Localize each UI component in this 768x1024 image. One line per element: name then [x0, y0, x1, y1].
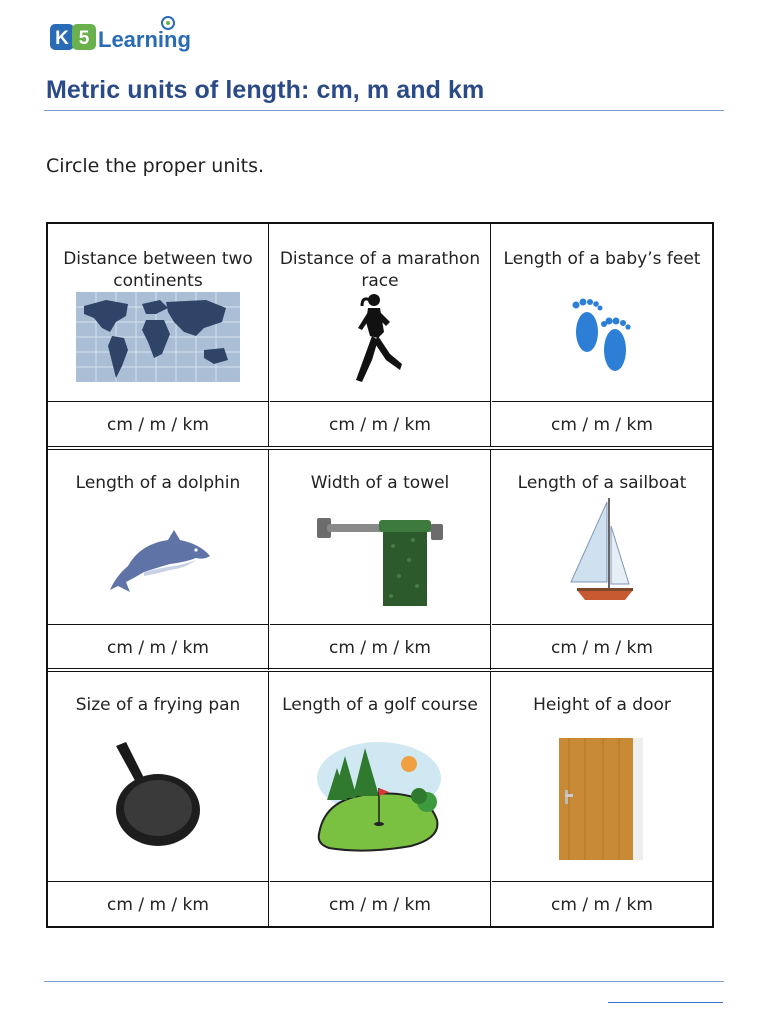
- grid-row: [48, 224, 712, 447]
- cell-label: Length of a golf course: [282, 695, 478, 715]
- unit-choices[interactable]: cm / m / km: [270, 881, 490, 927]
- unit-choices[interactable]: cm / m / km: [48, 624, 268, 670]
- dolphin-icon: [48, 516, 268, 594]
- unit-choices[interactable]: cm / m / km: [492, 401, 712, 447]
- unit-choices[interactable]: cm / m / km: [492, 624, 712, 670]
- grid-cell: [270, 672, 491, 927]
- cell-label: Length of a sailboat: [517, 473, 687, 493]
- grid-row: [48, 449, 712, 670]
- runner-icon: [270, 292, 490, 388]
- grid-cell: [48, 672, 269, 927]
- unit-choices[interactable]: cm / m / km: [270, 401, 490, 447]
- cell-label: Length of a baby’s feet: [503, 249, 701, 269]
- grid-cell: [492, 224, 712, 447]
- towel-icon: [270, 516, 490, 610]
- sailboat-icon: [492, 496, 712, 606]
- frying-pan-icon: [48, 740, 268, 850]
- footer-rule: [44, 981, 724, 982]
- cell-label: Height of a door: [533, 695, 671, 715]
- grid-cell: [48, 450, 269, 670]
- header-rule: [44, 110, 724, 111]
- instructions: Circle the proper units.: [46, 155, 265, 177]
- grid-cell: [48, 224, 269, 447]
- world-map-icon: [48, 292, 268, 382]
- grid-row: [48, 671, 712, 927]
- footer-link-underline[interactable]: [608, 1002, 723, 1003]
- grid-cell: [492, 672, 712, 927]
- k5-learning-logo: [48, 14, 218, 58]
- svg-text:5: 5: [78, 28, 90, 49]
- cell-label: Distance of a marathon race: [279, 249, 481, 291]
- cell-label: Length of a dolphin: [75, 473, 241, 493]
- door-icon: [492, 738, 712, 862]
- golf-course-icon: [270, 738, 490, 854]
- svg-text:K: K: [55, 28, 69, 49]
- cell-label: Size of a frying pan: [75, 695, 241, 715]
- grid-cell: [270, 224, 491, 447]
- unit-choices[interactable]: cm / m / km: [48, 881, 268, 927]
- footprints-icon: [492, 296, 712, 378]
- cell-label: Width of a towel: [310, 473, 450, 493]
- unit-choices[interactable]: cm / m / km: [270, 624, 490, 670]
- unit-choices[interactable]: cm / m / km: [48, 401, 268, 447]
- cell-label: Distance between two continents: [63, 249, 253, 291]
- worksheet-grid: [46, 222, 714, 928]
- grid-cell: [270, 450, 491, 670]
- grid-cell: [492, 450, 712, 670]
- page-title: Metric units of length: cm, m and km: [46, 76, 485, 104]
- svg-text:Learning: Learning: [98, 27, 191, 52]
- unit-choices[interactable]: cm / m / km: [492, 881, 712, 927]
